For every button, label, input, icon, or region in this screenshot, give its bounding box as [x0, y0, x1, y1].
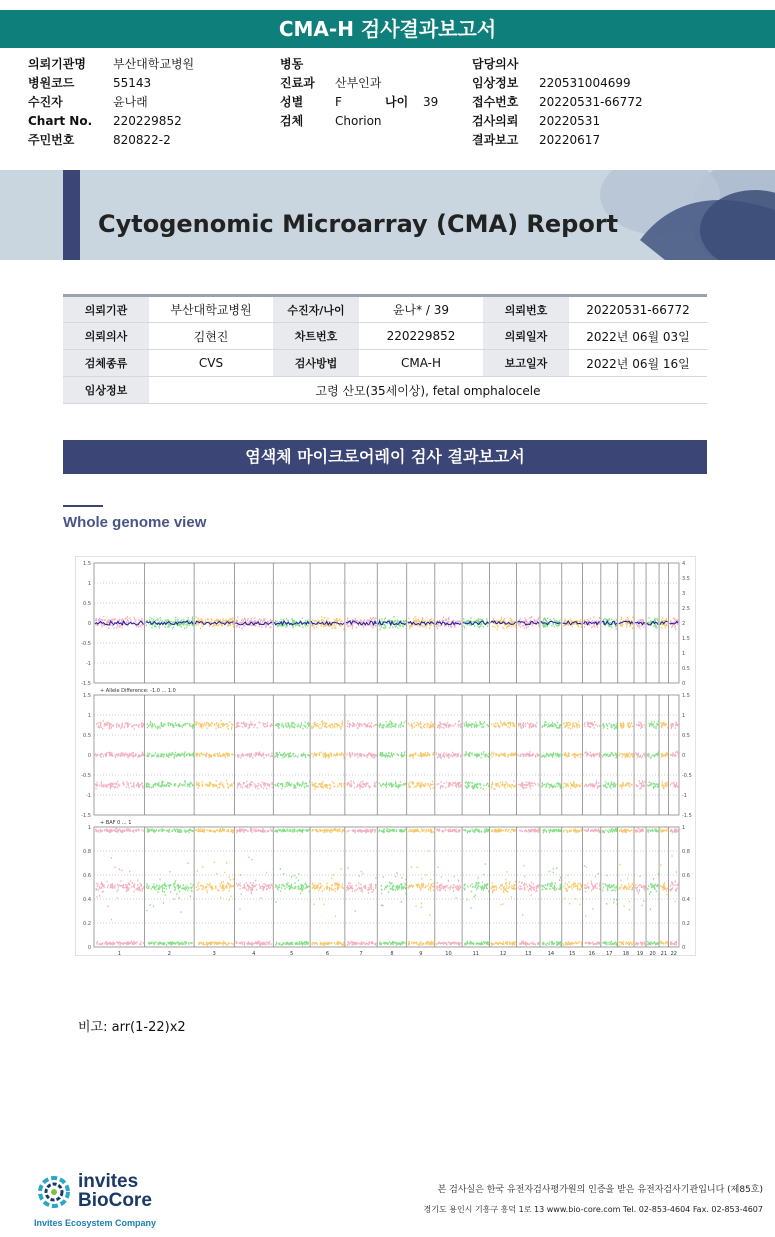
- y2-tick-label: 0.6: [682, 873, 690, 879]
- header-value: F: [335, 95, 342, 109]
- table-row: [63, 350, 707, 377]
- header-label: 결과보고: [472, 133, 519, 147]
- header-label: 진료과: [280, 76, 315, 90]
- logo-text-line1: invites: [78, 1171, 139, 1192]
- table-value: CVS: [149, 350, 273, 377]
- chromosome-label: 21: [660, 951, 668, 957]
- chromosome-label: 4: [252, 951, 256, 957]
- y2-tick-label: -0.5: [682, 773, 692, 779]
- chromosome-label: 2: [167, 951, 171, 957]
- table-value: 윤나* / 39: [359, 296, 483, 323]
- report-title: CMA-H 검사결과보고서: [278, 17, 497, 41]
- table-label: 임상정보: [63, 377, 149, 404]
- chromosome-label: 11: [472, 951, 480, 957]
- chromosome-label: 20: [649, 951, 656, 957]
- header-column-1: [28, 55, 194, 150]
- y2-tick-label: 4: [682, 561, 686, 567]
- y2-tick-label: -1: [682, 793, 687, 799]
- table-label: 의뢰번호: [483, 296, 569, 323]
- chromosome-label: 18: [622, 951, 630, 957]
- chromosome-label: 16: [588, 951, 595, 957]
- header-label: 주민번호: [28, 133, 75, 147]
- header-label: 병동: [280, 57, 304, 71]
- y-tick-label: 0.2: [83, 921, 91, 927]
- y-tick-label: 1.5: [83, 561, 91, 567]
- chromosome-label: 3: [212, 951, 216, 957]
- header-label: 수진자: [28, 95, 63, 109]
- chromosome-label: 6: [325, 951, 330, 957]
- footer: [0, 1160, 775, 1237]
- y2-tick-label: 1.5: [682, 636, 690, 642]
- header-label: 담당의사: [472, 57, 519, 71]
- y-tick-label: 0.6: [83, 873, 91, 879]
- header-value: 220531004699: [539, 76, 631, 90]
- y2-tick-label: 1: [682, 825, 686, 831]
- y-tick-label: 0: [87, 945, 91, 951]
- header-label: 나이: [385, 95, 409, 109]
- y-tick-label: 0.8: [83, 849, 91, 855]
- remark: 비고: arr(1-22)x2: [78, 1020, 186, 1035]
- chromosome-label: 10: [445, 951, 452, 957]
- header-value: Chorion: [335, 114, 382, 128]
- header-label: Chart No.: [28, 114, 93, 128]
- chromosome-label: 19: [636, 951, 644, 957]
- chromosome-label: 14: [547, 951, 555, 957]
- table-row: [63, 377, 707, 404]
- chromosome-label: 15: [568, 951, 576, 957]
- address-text: 경기도 용인시 기흥구 흥덕 1로 13 www.bio-core.com Tel. 02-853-4604 Fax. 02-853-4607: [423, 1205, 763, 1214]
- report-banner: [0, 170, 775, 260]
- chromosome-label: 8: [390, 951, 394, 957]
- header-value: 윤나래: [113, 95, 148, 109]
- patient-info-table: [63, 294, 707, 404]
- y2-tick-label: 1.5: [682, 693, 690, 699]
- chromosome-label: 12: [499, 951, 507, 957]
- banner-accent-bar: [63, 170, 80, 260]
- header-value: 39: [423, 95, 439, 109]
- header-label: 의뢰기관명: [28, 57, 86, 71]
- y-tick-label: -0.5: [81, 641, 91, 647]
- y2-tick-label: 0: [682, 753, 686, 759]
- table-value: 2022년 06월 03일: [569, 323, 707, 350]
- y2-tick-label: 0: [682, 681, 686, 687]
- table-value: 2022년 06월 16일: [569, 350, 707, 377]
- header-label: 접수번호: [472, 95, 519, 109]
- panel-label: + Allele Difference: -1.0 ... 1.0: [100, 688, 176, 694]
- table-label: 검사방법: [273, 350, 359, 377]
- y2-tick-label: 0.5: [682, 666, 690, 672]
- chromosome-label: 22: [670, 951, 677, 957]
- header-label: 검체: [280, 114, 304, 128]
- whole-genome-chart: [75, 556, 696, 956]
- section-title-bar: [63, 440, 707, 474]
- y-tick-label: -1: [86, 661, 91, 667]
- chromosome-label: 1: [117, 951, 121, 957]
- table-value: 부산대학교병원: [149, 296, 273, 323]
- y2-tick-label: 0.5: [682, 733, 690, 739]
- y-tick-label: 0: [87, 621, 91, 627]
- header-label: 병원코드: [28, 76, 75, 90]
- table-value: 220229852: [359, 323, 483, 350]
- header-value: 20220617: [539, 133, 601, 147]
- header-value: 55143: [113, 76, 152, 90]
- y-tick-label: 1.5: [83, 693, 91, 699]
- header-value: 220229852: [113, 114, 182, 128]
- certification-text: 본 검사실은 한국 유전자검사평가원의 인증을 받은 유전자검사기관입니다 (제85호): [437, 1185, 763, 1195]
- y-tick-label: 1: [87, 825, 91, 831]
- logo-tagline: Invites Ecosystem Company: [34, 1218, 157, 1228]
- chromosome-label: 7: [359, 951, 363, 957]
- chromosome-label: 17: [606, 951, 613, 957]
- y2-tick-label: 0.2: [682, 921, 690, 927]
- y2-tick-label: 2: [682, 621, 686, 627]
- title-underline: [63, 505, 103, 507]
- table-label: 수진자/나이: [273, 296, 359, 323]
- whole-genome-title: Whole genome view: [63, 514, 207, 531]
- y2-tick-label: 0.4: [682, 897, 690, 903]
- y2-tick-label: 0.8: [682, 849, 690, 855]
- y2-tick-label: 0: [682, 945, 686, 951]
- table-value: 20220531-66772: [569, 296, 707, 323]
- header-value: 부산대학교병원: [113, 57, 195, 71]
- header-column-3: [472, 55, 643, 150]
- company-logo: [34, 1171, 157, 1228]
- y2-tick-label: 2.5: [682, 606, 690, 612]
- panel-label: + BAF 0 ... 1: [100, 820, 132, 826]
- logo-swirl-icon: [34, 1172, 74, 1212]
- header-label: 검사의뢰: [472, 114, 519, 128]
- chromosome-label: 9: [419, 951, 423, 957]
- logo-text-line2: BioCore: [78, 1190, 152, 1211]
- chromosome-label: 5: [290, 951, 294, 957]
- y2-tick-label: -1.5: [682, 813, 692, 819]
- header-value: 20220531-66772: [539, 95, 643, 109]
- y2-tick-label: 3.5: [682, 576, 690, 582]
- y-tick-label: -1.5: [81, 681, 91, 687]
- header-label: 임상정보: [472, 76, 519, 90]
- table-row: [63, 323, 707, 350]
- y-tick-label: -0.5: [81, 773, 91, 779]
- table-label: 검체종류: [63, 350, 149, 377]
- header-label: 성별: [280, 95, 304, 109]
- y2-tick-label: 1: [682, 713, 686, 719]
- y-tick-label: 0: [87, 753, 91, 759]
- y-tick-label: 0.5: [83, 733, 91, 739]
- y-tick-label: 0.5: [83, 601, 91, 607]
- table-label: 의뢰의사: [63, 323, 149, 350]
- table-label: 의뢰기관: [63, 296, 149, 323]
- table-value: CMA-H: [359, 350, 483, 377]
- section-title: 염색체 마이크로어레이 검사 결과보고서: [245, 447, 525, 466]
- header-value: 820822-2: [113, 133, 171, 147]
- table-label: 보고일자: [483, 350, 569, 377]
- header-value: 산부인과: [335, 76, 382, 90]
- y-tick-label: -1: [86, 793, 91, 799]
- chromosome-label: 13: [525, 951, 532, 957]
- header-column-2: [280, 55, 438, 131]
- y-tick-label: 1: [87, 713, 91, 719]
- table-value: 김현진: [149, 323, 273, 350]
- y2-tick-label: 1: [682, 651, 686, 657]
- table-value: 고령 산모(35세이상), fetal omphalocele: [149, 377, 707, 404]
- header-value: 20220531: [539, 114, 601, 128]
- table-label: 차트번호: [273, 323, 359, 350]
- y-tick-label: 0.4: [83, 897, 91, 903]
- y2-tick-label: 3: [682, 591, 686, 597]
- table-label: 의뢰일자: [483, 323, 569, 350]
- y-tick-label: 1: [87, 581, 91, 587]
- table-row: [63, 296, 707, 323]
- report-title-bar: [0, 10, 775, 48]
- y-tick-label: -1.5: [81, 813, 91, 819]
- whole-genome-svg: [76, 557, 697, 957]
- banner-title: Cytogenomic Microarray (CMA) Report: [98, 210, 619, 238]
